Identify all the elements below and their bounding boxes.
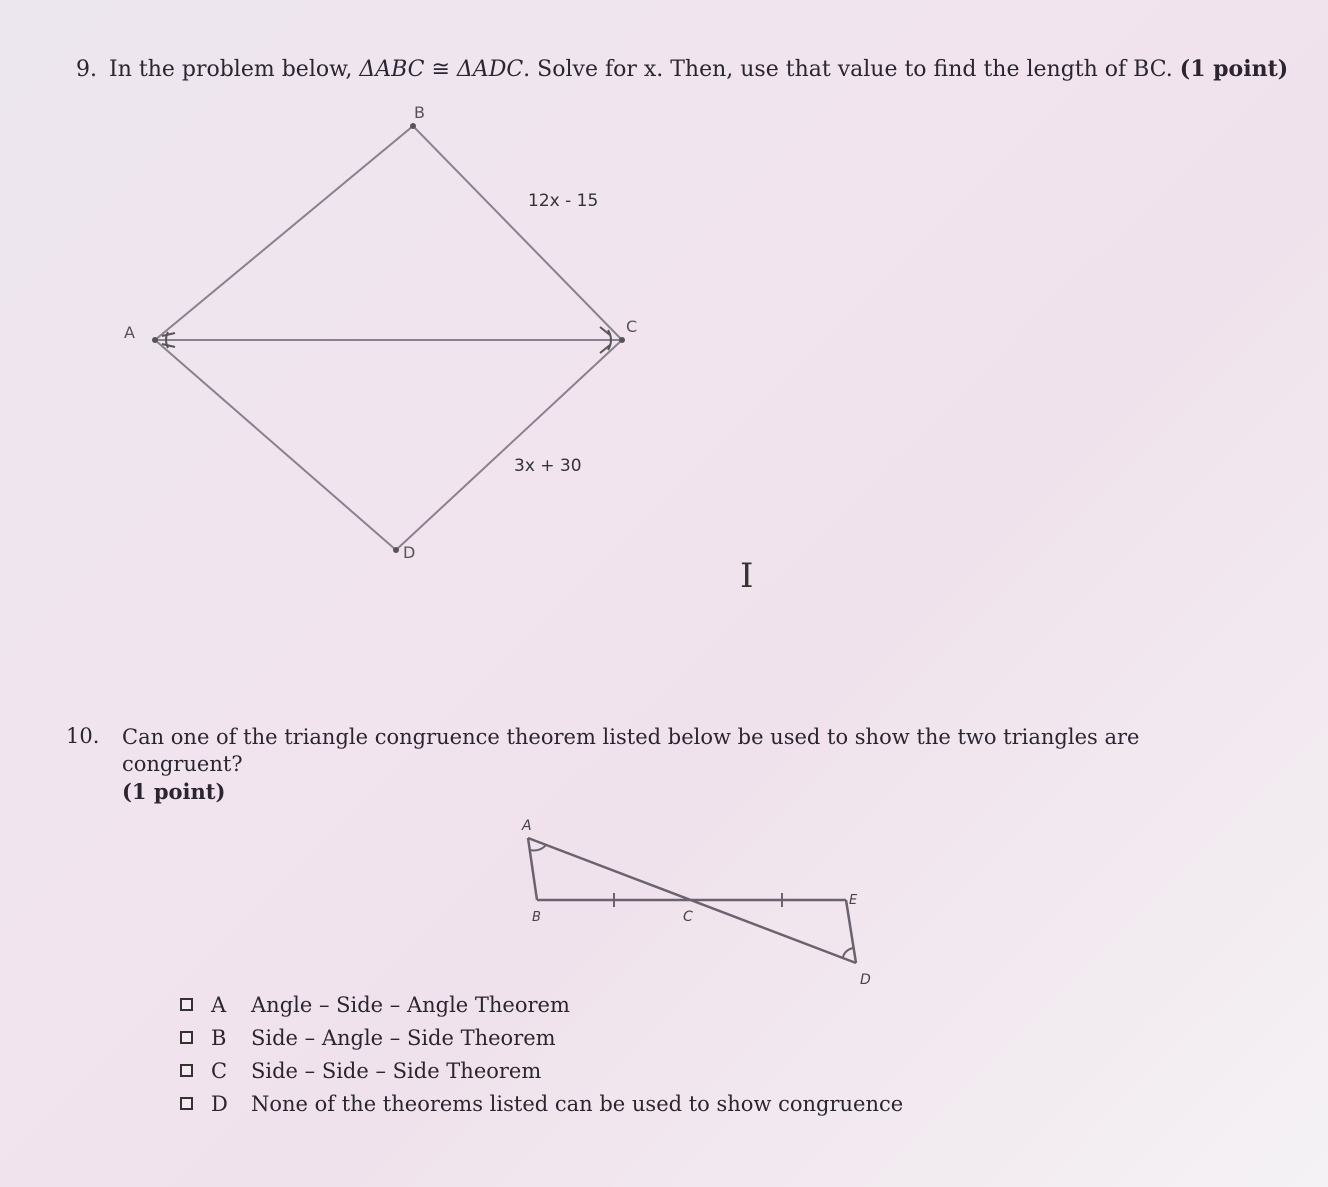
- side-dc-label: 3x + 30: [514, 456, 582, 476]
- question-9-text-b: . Solve for x. Then, use that value to find the length of BC.: [523, 57, 1180, 82]
- option-text: Angle – Side – Angle Theorem: [251, 992, 570, 1017]
- point-b: [410, 123, 416, 129]
- option-b[interactable]: [180, 1021, 903, 1054]
- label-a-q10: A: [522, 818, 532, 834]
- option-a[interactable]: [180, 988, 903, 1021]
- question-10-points: (1 point): [122, 779, 226, 804]
- checkbox-c[interactable]: [180, 1064, 193, 1077]
- label-a: A: [124, 323, 135, 342]
- segment-ab: [155, 126, 413, 340]
- segment-ab-q10: [528, 838, 537, 900]
- question-10-text: Can one of the triangle congruence theorem listed below be used to show the two triangles are congruent?: [122, 725, 1140, 776]
- segment-bc: [413, 126, 622, 340]
- question-9-number: 9.: [76, 57, 97, 82]
- question-10-diagram: [521, 818, 871, 988]
- label-c-q10: C: [683, 909, 693, 925]
- question-9-text-a: In the problem below,: [109, 57, 360, 82]
- point-a: [152, 337, 158, 343]
- checkbox-d[interactable]: [180, 1097, 193, 1110]
- option-letter: B: [211, 1025, 227, 1050]
- option-text: Side – Side – Side Theorem: [251, 1058, 542, 1083]
- option-text: None of the theorems listed can be used to show congruence: [251, 1091, 904, 1116]
- triangle-abc: ΔABC: [359, 57, 425, 82]
- segment-dc: [396, 340, 622, 550]
- question-10-number: 10.: [66, 724, 100, 748]
- point-d: [393, 547, 399, 553]
- segment-ad: [155, 340, 396, 550]
- congruent-symbol: ≅: [424, 57, 457, 82]
- option-letter: D: [211, 1091, 228, 1116]
- option-d[interactable]: [180, 1087, 903, 1120]
- label-d: D: [403, 543, 416, 562]
- checkbox-b[interactable]: [180, 1031, 193, 1044]
- checkbox-a[interactable]: [180, 998, 193, 1011]
- label-c: C: [626, 317, 638, 336]
- label-b: B: [414, 103, 425, 122]
- question-10-prompt: [122, 724, 1252, 806]
- triangle-adc: ΔADC: [456, 57, 524, 82]
- label-d-q10: D: [860, 972, 871, 988]
- side-bc-label: 12x - 15: [528, 191, 599, 211]
- option-letter: C: [211, 1058, 228, 1083]
- label-b-q10: B: [532, 910, 541, 925]
- text-cursor-icon: I: [740, 556, 754, 596]
- label-e-q10: E: [849, 893, 858, 908]
- angle-mark-a-q10: [530, 845, 546, 850]
- segment-ed-q10: [846, 900, 856, 963]
- question-9-points: (1 point): [1179, 56, 1289, 82]
- angle-mark-d-q10: [843, 948, 853, 957]
- point-c: [619, 337, 625, 343]
- answer-options: [180, 988, 903, 1120]
- option-letter: A: [211, 992, 227, 1017]
- option-text: Side – Angle – Side Theorem: [251, 1025, 556, 1050]
- option-c[interactable]: [180, 1054, 903, 1087]
